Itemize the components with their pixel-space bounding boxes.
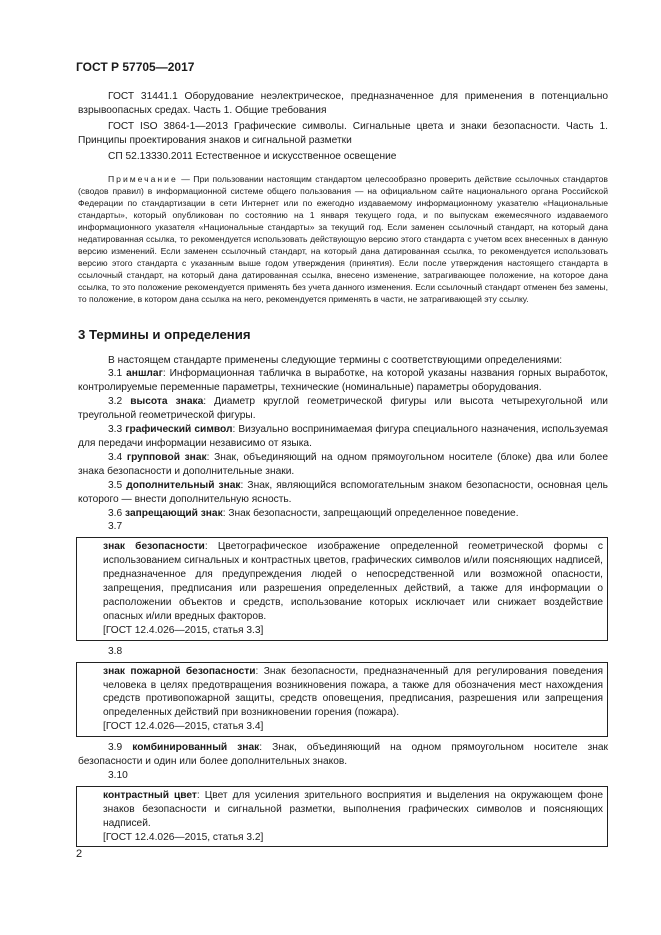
term-entry	[103, 665, 603, 721]
reference-item: ГОСТ ISO 3864-1—2013 Графические символы. Сигнальные цвета и знаки безопасности. Часть 1. Принципы проектирования знаков и сигнальной разметки	[78, 120, 608, 146]
term-entry	[103, 789, 603, 831]
term-entry	[78, 423, 608, 451]
term-definition: : Знак, объединяющий на одном прямоугольном носителе (блоке) два или более знака безопасности и дополнительные знаки.	[78, 451, 608, 477]
term-entry	[78, 507, 608, 521]
term-number: 3.3	[108, 424, 123, 436]
term-name: контрастный цвет	[103, 789, 197, 801]
term-name: знак безопасности	[103, 541, 205, 553]
term-box	[76, 662, 608, 738]
term-entry	[78, 367, 608, 395]
term-definition: : Информационная табличка в выработке, на которой указаны названия горных выработок, контролируемые переменные параметры, технические (номинальные) параметры оборудования.	[78, 368, 608, 394]
term-entry	[78, 451, 608, 479]
term-name: запрещающий знак	[125, 507, 223, 519]
term-name: групповой знак	[126, 451, 207, 463]
term-definition: : Знак безопасности, запрещающий определенное поведение.	[222, 507, 519, 519]
note-label: Примечание	[108, 173, 178, 184]
term-number: 3.1	[108, 368, 123, 380]
term-definition: : Визуально воспринимаемая фигура специального назначения, используемая для передачи информации независимо от языка.	[78, 424, 608, 449]
term-name: аншлаг	[126, 368, 163, 380]
term-source: [ГОСТ 12.4.026—2015, статья 3.3]	[103, 624, 264, 636]
page-content	[78, 90, 608, 851]
term-box	[76, 537, 608, 640]
section-intro: В настоящем стандарте применены следующие термины с соответствующими определениями:	[108, 354, 563, 366]
term-number-label: 3.7	[108, 521, 123, 533]
references-list	[78, 90, 608, 164]
section-title: 3 Термины и определения	[78, 326, 251, 342]
term-source: [ГОСТ 12.4.026—2015, статья 3.4]	[103, 721, 264, 733]
term-number: 3.2	[108, 396, 123, 408]
note-text: — При пользовании настоящим стандартом целесообразно проверить действие ссылочных стандартов (сводов правил) в информационной системе общего пользования — на официальном сайте национального органа Российской Федерации по стандартизации в сети Интернет или по ежегодно издаваемому информационному указателю «Национальные стандарты», который опубликован по состоянию на 1 января текущего года, и по выпускам ежемесячного издаваемого информационного указателя «Национальные стандарты» за текущий год. Если заменен ссылочный стандарт, на который дана недатированная ссылка, то рекомендуется использовать действующую версию этого стандарта с учетом всех внесенных в данную версию изменений. Если заменен ссылочный стандарт, на который дана датированная ссылка, то рекомендуется использовать версию этого стандарта с указанным выше годом утверждения (принятия). Если после утверждения настоящего стандарта в ссылочный стандарт, на который дана датированная ссылка, внесено изменение, затрагивающее положение, на которое дана ссылка, то это положение рекомендуется применять без учета данного изменения. Если ссылочный стандарт отменен без замены, то положение, в котором дана ссылка на него, рекомендуется применять в части, не затрагивающей эту ссылку.	[78, 173, 608, 305]
document-header: ГОСТ Р 57705—2017	[76, 60, 195, 74]
term-name: комбинированный знак	[132, 742, 260, 754]
term-definition: : Диаметр круглой геометрической фигуры или высота четырехугольной или треугольной геометрической фигуры.	[78, 396, 608, 422]
term-number: 3.4	[108, 451, 123, 463]
term-definition: : Знак, объединяющий на одном прямоугольном носителе знак безопасности и один или более дополнительных знаков.	[78, 742, 608, 768]
reference-item: СП 52.13330.2011 Естественное и искусственное освещение	[108, 150, 397, 162]
term-number-label: 3.10	[108, 769, 128, 781]
reference-item: ГОСТ 31441.1 Оборудование неэлектрическое, предназначенное для применения в потенциально взрывоопасных средах. Часть 1. Общие требования	[78, 91, 608, 116]
term-box	[76, 786, 608, 848]
term-name: высота знака	[130, 396, 204, 408]
term-entry	[78, 395, 608, 423]
term-name: знак пожарной безопасности	[103, 665, 256, 677]
term-number: 3.9	[108, 742, 123, 754]
term-entry	[78, 741, 608, 769]
term-number: 3.5	[108, 479, 123, 491]
term-definition: : Цвет для усиления зрительного восприятия и выделения на окружающем фоне знаков безопасности и сигнальной разметки, выполнения графических символов и поясняющих надписей.	[103, 789, 603, 829]
term-name: дополнительный знак	[126, 479, 241, 491]
term-name: графический символ	[125, 424, 233, 436]
note-paragraph	[78, 173, 608, 306]
term-definition: : Цветографическое изображение определенной геометрической формы с использованием сигнальных и контрастных цветов, графических символов и/или поясняющих надписей, предназначенное для предупреждения людей о непосредственной или возможной опасности, запрещения, предписания или разрешения определенных действий, а также для информации о расположении объектов и средств, использование которых исключает или снижает воздействие опасных и/или вредных факторов.	[103, 541, 603, 622]
term-number: 3.6	[108, 507, 123, 519]
term-entry	[103, 540, 603, 623]
term-number-label: 3.8	[108, 645, 123, 657]
term-source: [ГОСТ 12.4.026—2015, статья 3.2]	[103, 831, 264, 843]
page-number: 2	[76, 848, 83, 860]
term-entry	[78, 479, 608, 507]
term-definition: : Знак, являющийся вспомогательным знаком безопасности, основная цель которого — внести дополнительную ясность.	[78, 479, 608, 505]
term-definition: : Знак безопасности, предназначенный для регулирования поведения человека в целях предотвращения возникновения пожара, а также для обозначения мест нахождения средств противопожарной защиты, средств оповещения, предписания, разрешения или запрещения определенных действий при возникновении горения (пожара).	[103, 665, 603, 719]
